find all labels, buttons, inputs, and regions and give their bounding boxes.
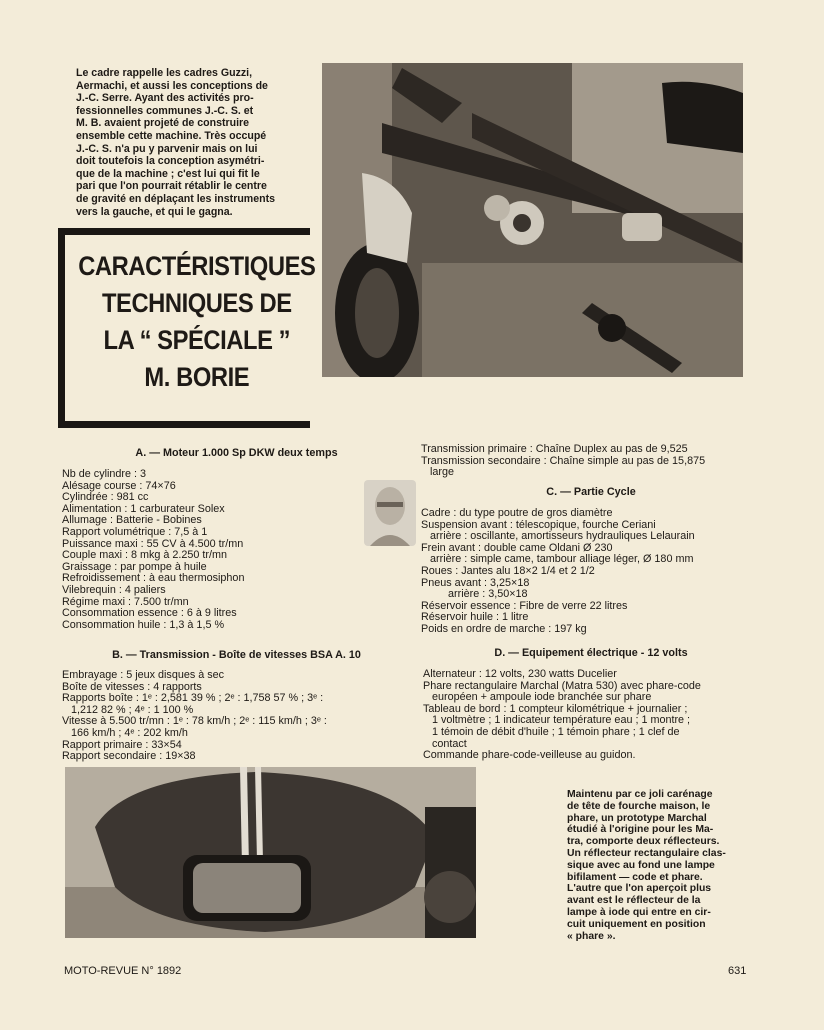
spec-line: Vitesse à 5.500 tr/mn : 1ᵉ : 78 km/h ; 2ᵉ : 115 km/h ; 3ᵉ : — [62, 715, 327, 728]
intro-paragraph — [76, 67, 294, 218]
section-b-list — [62, 670, 417, 763]
caption-line: L'autre que l'on aperçoit plus — [567, 883, 712, 895]
spec-line: Alimentation : 1 carburateur Solex — [62, 502, 225, 515]
section-c-title: C. — Partie Cycle — [546, 486, 636, 498]
fairing-headlamp-photo — [65, 767, 476, 938]
spec-line: 1 voltmètre ; 1 indicateur température eau ; 1 montre ; — [423, 714, 691, 727]
title-box-bottom-rule — [58, 421, 310, 428]
spec-line: Rapport primaire : 33×54 — [62, 738, 182, 751]
spec-line: Réservoir huile : 1 litre — [421, 611, 529, 624]
caption-line: Un réflecteur rectangulaire clas- — [567, 847, 726, 859]
spec-line: Frein avant : double came Oldani Ø 230 — [421, 541, 613, 554]
intro-line: que de la machine ; c'est lui qui fit le — [76, 167, 260, 180]
section-a-title: A. — Moteur 1.000 Sp DKW deux temps — [135, 447, 338, 459]
spec-line: contact — [423, 737, 467, 750]
caption-line: avant est le réflecteur de la — [567, 895, 701, 907]
title-line: TECHNIQUES DE — [101, 288, 292, 318]
author-portrait — [364, 480, 416, 546]
spec-line: Nb de cylindre : 3 — [62, 468, 147, 480]
title-box-top-rule — [58, 228, 310, 235]
intro-line: J.-C. S. n'a pu y parvenir mais on lui — [76, 142, 258, 155]
intro-line: J.-C. Serre. Ayant des activités pro- — [76, 92, 254, 105]
caption-line: de tête de fourche maison, le — [567, 800, 711, 812]
caption-line: sique avec au fond une lampe — [567, 859, 715, 871]
page-title — [78, 248, 316, 396]
caption-line: cuit uniquement en position — [567, 918, 706, 930]
spec-line: Régime maxi : 7.500 tr/mn — [62, 595, 189, 608]
spec-line: Alésage course : 74×76 — [62, 479, 176, 492]
spec-line: Rapport secondaire : 19×38 — [62, 750, 196, 763]
portrait-icon — [364, 480, 416, 546]
intro-line: doit toutefois la conception asymétri- — [76, 155, 265, 168]
intro-line: de gravité en déplaçant les instruments — [76, 192, 275, 205]
intro-line: vers la gauche, et qui le gagna. — [76, 205, 233, 218]
motorcycle-frame-photo — [322, 63, 743, 377]
spec-line: Commande phare-code-veilleuse au guidon. — [423, 749, 636, 762]
spec-line: Rapport volumétrique : 7,5 à 1 — [62, 525, 208, 538]
spec-line: Embrayage : 5 jeux disques à sec — [62, 669, 225, 681]
spec-line: Roues : Jantes alu 18×2 1/4 et 2 1/2 — [421, 564, 595, 577]
fairing-illustration — [65, 767, 476, 938]
transmission-list — [421, 444, 761, 479]
spec-line: Graissage : par pompe à huile — [62, 560, 207, 573]
photo-caption — [567, 789, 751, 942]
intro-line: pari que l'on pourrait rétablir le centre — [76, 180, 267, 193]
section-a-list — [62, 469, 407, 631]
intro-line: M. B. avaient projeté de construire — [76, 117, 250, 130]
spec-line: Phare rectangulaire Marchal (Matra 530) avec phare-code — [423, 679, 701, 692]
spec-line: Allumage : Batterie - Bobines — [62, 514, 202, 527]
spec-line: arrière : simple came, tambour alliage léger, Ø 180 mm — [421, 553, 694, 566]
spec-line: Boîte de vitesses : 4 rapports — [62, 680, 202, 693]
spec-line: arrière : 3,50×18 — [421, 588, 528, 601]
intro-line: ensemble cette machine. Très occupé — [76, 129, 267, 142]
spec-line: Refroidissement : à eau thermosiphon — [62, 572, 245, 585]
section-c-list — [421, 508, 761, 636]
caption-line: phare, un prototype Marchal — [567, 812, 707, 824]
spec-line: Rapports boîte : 1ᵉ : 2,581 39 % ; 2ᵉ : 1,758 57 % ; 3ᵉ : — [62, 692, 324, 705]
spec-line: Poids en ordre de marche : 197 kg — [421, 622, 587, 635]
spec-line: Vilebrequin : 4 paliers — [62, 583, 166, 596]
spec-line: arrière : oscillante, amortisseurs hydrauliques Lelaurain — [421, 530, 695, 543]
title-line: LA “ SPÉCIALE ” — [103, 325, 291, 355]
caption-line: « phare ». — [567, 930, 616, 942]
spec-line: Réservoir essence : Fibre de verre 22 litres — [421, 599, 628, 612]
spec-line: Puissance maxi : 55 CV à 4.500 tr/mn — [62, 537, 244, 550]
spec-line: 166 km/h ; 4ᵉ : 202 km/h — [62, 726, 188, 739]
spec-line: Suspension avant : télescopique, fourche Ceriani — [421, 518, 656, 531]
spec-line: Transmission secondaire : Chaîne simple au pas de 15,875 — [421, 454, 706, 467]
spec-line: 1,212 82 % ; 4ᵉ : 1 100 % — [62, 703, 194, 716]
caption-line: tra, comporte deux réflecteurs. — [567, 836, 720, 848]
spec-line: Alternateur : 12 volts, 230 watts Ducelier — [423, 668, 617, 680]
spec-line: européen + ampoule iode branchée sur phare — [423, 691, 652, 704]
caption-line: étudié à l'origine pour les Ma- — [567, 824, 714, 836]
section-d-list — [423, 669, 763, 762]
spec-line: Pneus avant : 3,25×18 — [421, 576, 530, 589]
spec-line: 1 témoin de débit d'huile ; 1 témoin phare ; 1 clef de — [423, 725, 680, 738]
spec-line: Consommation essence : 6 à 9 litres — [62, 607, 237, 620]
spec-line: Transmission primaire : Chaîne Duplex au pas de 9,525 — [421, 443, 688, 455]
intro-line: fessionnelles communes J.-C. S. et — [76, 104, 254, 117]
intro-line: Aermachi, et aussi les conceptions de — [76, 79, 268, 92]
intro-line: Le cadre rappelle les cadres Guzzi, — [76, 67, 253, 79]
title-line: M. BORIE — [144, 362, 250, 392]
section-b-title: B. — Transmission - Boîte de vitesses BSA A. 10 — [112, 649, 361, 661]
section-d-title: D. — Equipement électrique - 12 volts — [494, 647, 688, 659]
caption-line: Maintenu par ce joli carénage — [567, 789, 713, 800]
motorcycle-frame-illustration — [322, 63, 743, 377]
spec-line: Couple maxi : 8 mkg à 2.250 tr/mn — [62, 549, 228, 562]
title-line: CARACTÉRISTIQUES — [78, 251, 316, 281]
spec-line: Cylindrée : 981 cc — [62, 491, 149, 504]
spec-line: large — [421, 466, 455, 479]
caption-line: bifilament — code et phare. — [567, 871, 703, 883]
magazine-issue: MOTO-REVUE N° 1892 — [64, 965, 182, 977]
spec-line: Tableau de bord : 1 compteur kilométrique + journalier ; — [423, 702, 688, 715]
spec-line: Cadre : du type poutre de gros diamètre — [421, 507, 613, 519]
spec-line: Consommation huile : 1,3 à 1,5 % — [62, 618, 225, 631]
caption-line: lampe à iode qui entre en cir- — [567, 906, 711, 918]
page-number: 631 — [728, 965, 747, 977]
